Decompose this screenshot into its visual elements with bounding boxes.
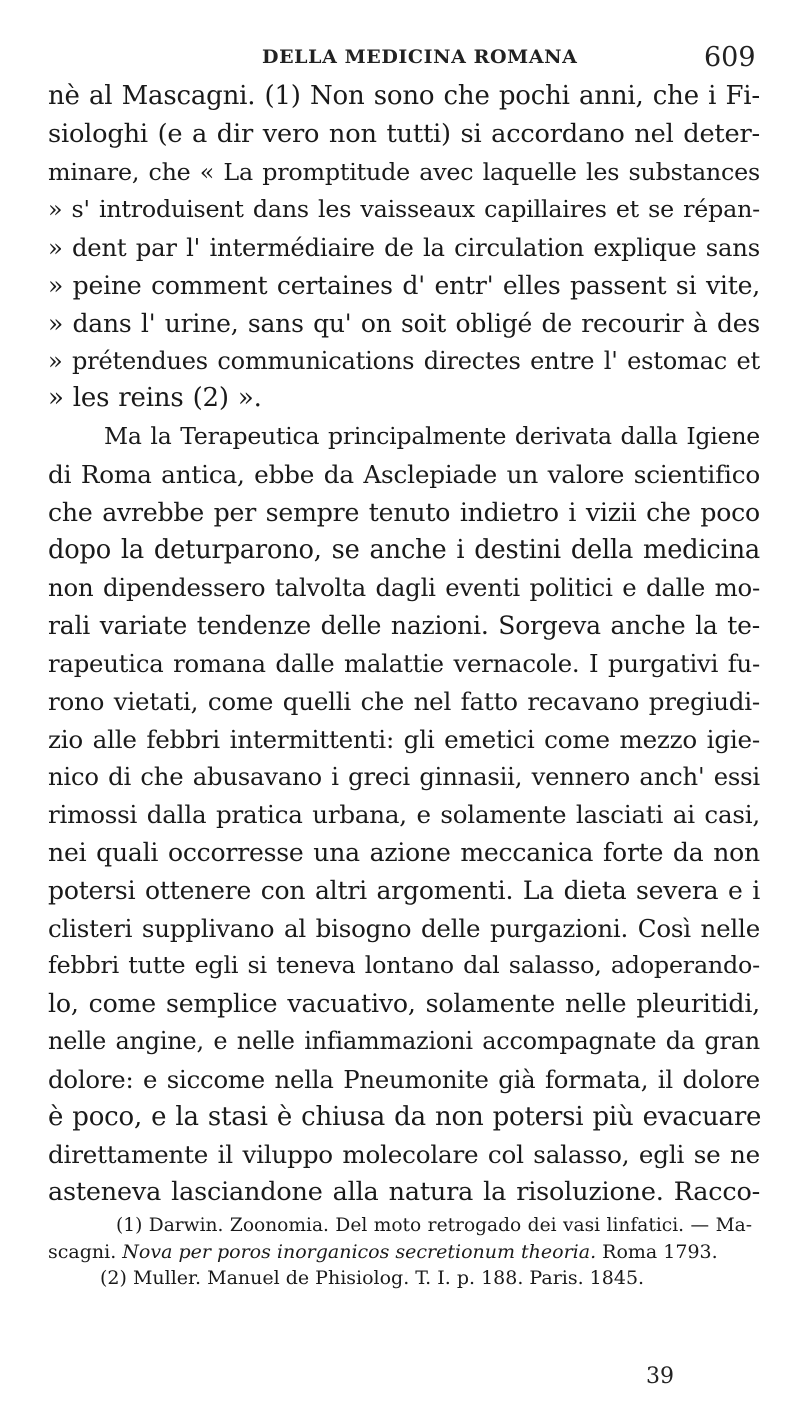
text-line: che avrebbe per sempre tenuto indietro i vizii che poco — [48, 497, 760, 527]
running-head: DELLA MEDICINA ROMANA — [262, 46, 578, 68]
text-line: nico di che abusavano i greci ginnasii, vennero anch' essi — [48, 762, 760, 792]
text-line: dolore: e siccome nella Pneumonite già formata, il dolore — [48, 1064, 760, 1094]
text-line: potersi ottenere con altri argomenti. La dieta severa e i — [48, 875, 760, 905]
text-line: siologhi (e a dir vero non tutti) si accordano nel deter- — [48, 118, 760, 149]
text-line: nei quali occorresse una azione meccanica forte da non — [48, 837, 760, 867]
text-line: febbri tutte egli si teneva lontano dal salasso, adoperando- — [48, 951, 760, 980]
text-line: di Roma antica, ebbe da Asclepiade un valore scientifico — [48, 459, 760, 489]
paragraph-start-line: Ma la Terapeutica principalmente derivata dalla Igiene — [104, 422, 760, 451]
signature-mark: 39 — [646, 1364, 674, 1389]
text-line: lo, come semplice vacuativo, solamente nelle pleuritidi, — [48, 989, 760, 1019]
footnote-1-title: Nova per poros inorganicos secretionum theoria. — [122, 1241, 597, 1263]
text-line: non dipendessero talvolta dagli eventi politici e dalle mo- — [48, 573, 760, 603]
text-line: direttamente il viluppo molecolare col salasso, egli se ne — [48, 1140, 760, 1170]
text-line: » s' introduisent dans les vaisseaux capillaires et se répan- — [48, 195, 760, 224]
text-line: » dans l' urine, sans qu' on soit obligé de recourir à des — [48, 308, 760, 338]
page-number: 609 — [704, 42, 756, 73]
text-line: zio alle febbri intermittenti: gli emetici come mezzo igie- — [48, 724, 760, 754]
text-line: dopo la deturparono, se anche i destini della medicina — [48, 534, 760, 565]
text-line: » les reins (2) ». — [48, 383, 262, 414]
footnote-1-line-1: (1) Darwin. Zoonomia. Del moto retrogado dei vasi linfatici. — Ma- — [116, 1215, 752, 1236]
text-line: rali variate tendenze delle nazioni. Sorgeva anche la te- — [48, 611, 760, 641]
text-line: clisteri supplivano al bisogno delle purgazioni. Così nelle — [48, 913, 760, 943]
footnotes — [48, 1213, 752, 1291]
footnote-2: (2) Muller. Manuel de Phisiolog. T. I. p. 188. Paris. 1845. — [100, 1267, 645, 1289]
text-line: » dent par l' intermédiaire de la circulation explique sans — [48, 233, 760, 263]
text-line: minare, che « La promptitude avec laquelle les substances — [48, 157, 760, 186]
text-line: nelle angine, e nelle infiammazioni accompagnate da gran — [48, 1026, 760, 1055]
text-line: è poco, e la stasi è chiusa da non potersi più evacuare — [48, 1101, 762, 1132]
text-line: nè al Mascagni. (1) Non sono che pochi anni, che i Fi- — [48, 81, 760, 111]
text-line: rapeutica romana dalle malattie vernacole. I purgativi fu- — [48, 648, 760, 678]
main-text — [48, 78, 760, 1212]
footnote-1-imprint: Roma 1793. — [596, 1241, 718, 1263]
text-line: » prétendues communications directes entre l' estomac et — [48, 346, 760, 375]
text-line: asteneva lasciandone alla natura la risoluzione. Racco- — [48, 1177, 760, 1208]
text-line: rimossi dalla pratica urbana, e solamente lasciati ai casi, — [48, 800, 760, 830]
footnote-1-line-2 — [48, 1239, 752, 1265]
text-line: » peine comment certaines d' entr' elles passent si vite, — [48, 270, 760, 300]
page-header — [0, 42, 800, 82]
text-line: rono vietati, come quelli che nel fatto recavano pregiudi- — [48, 686, 760, 716]
footnote-1-author: scagni. — [48, 1241, 123, 1263]
